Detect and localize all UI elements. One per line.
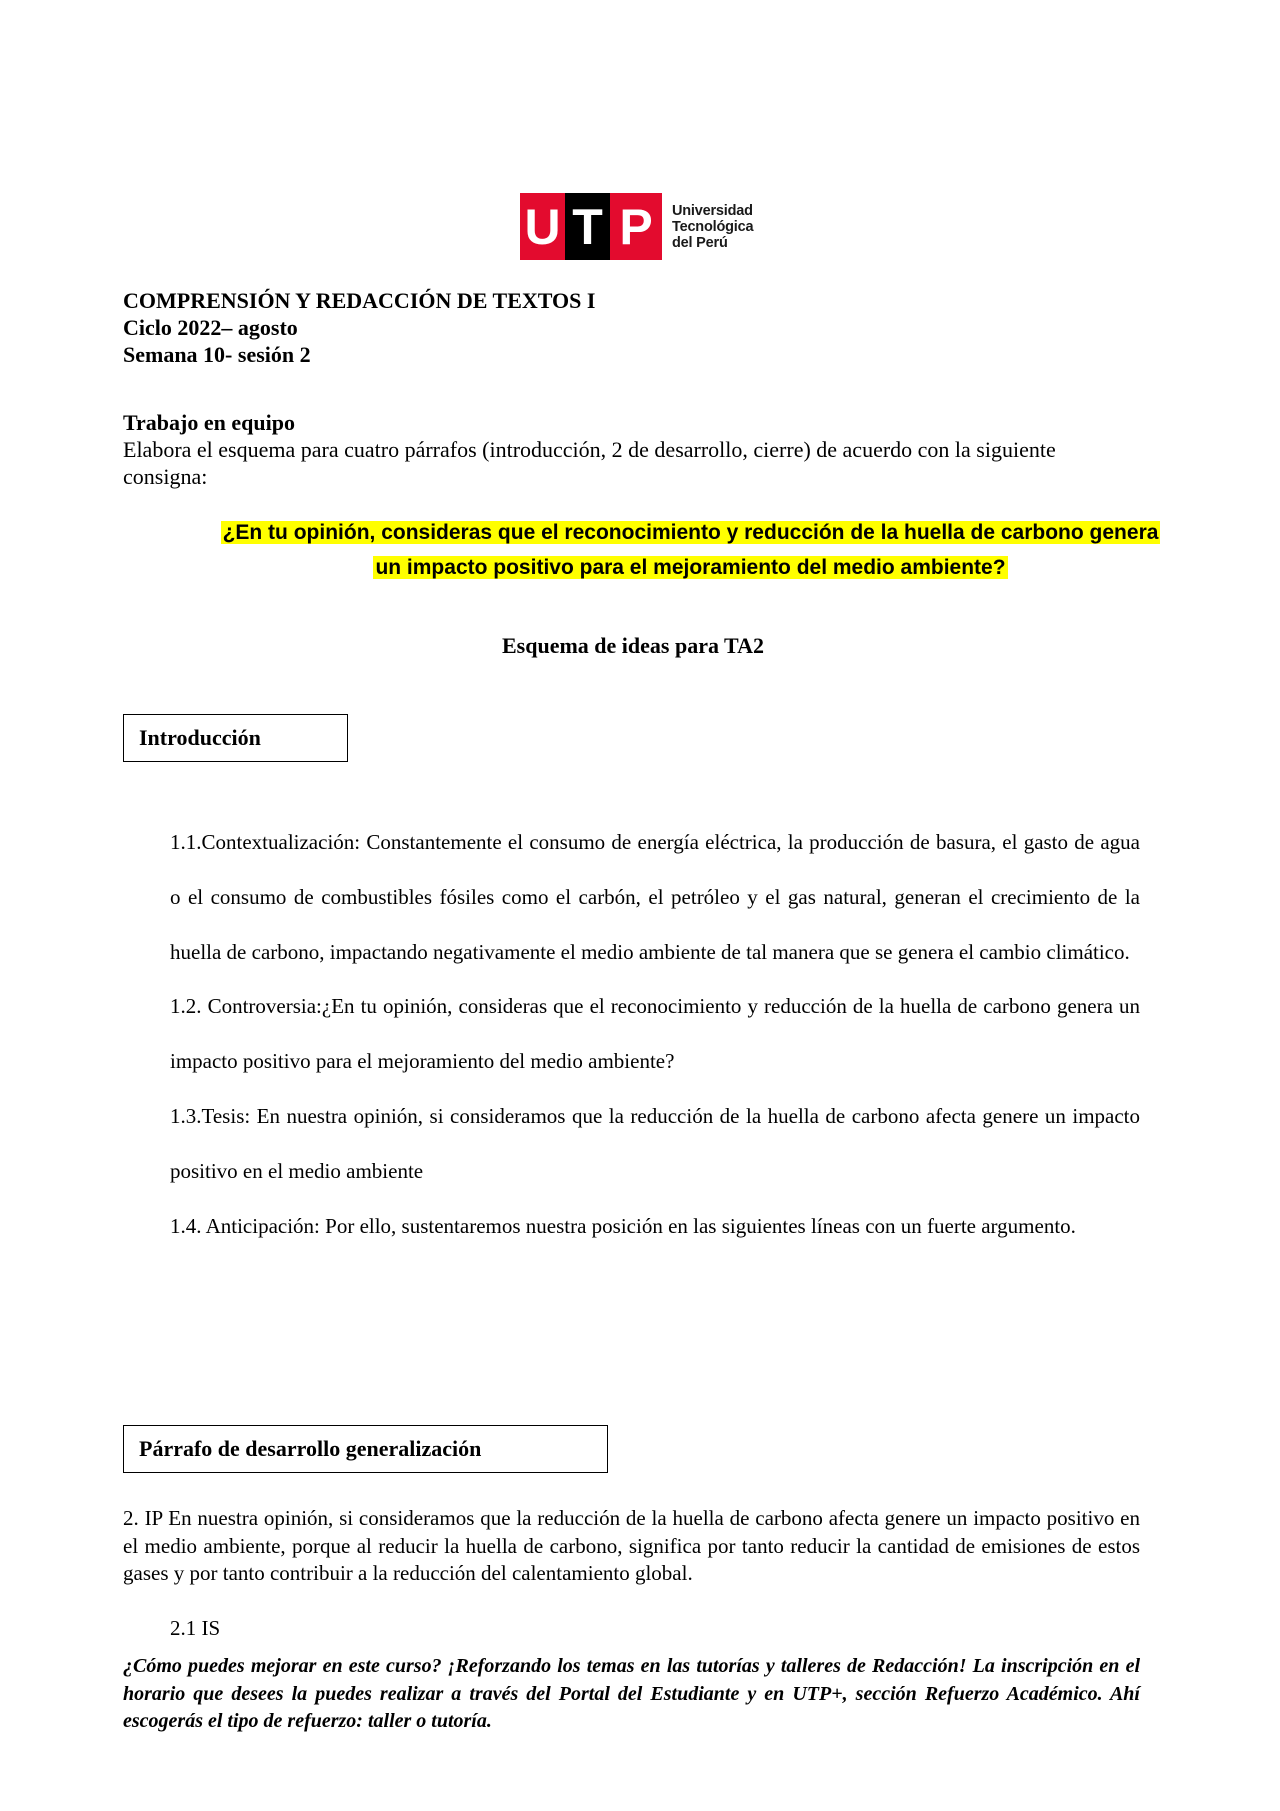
intro-item-anticipation: 1.4. Anticipación: Por ello, sustentaremos nuestra posición en las siguientes líneas con un fuerte argumento. bbox=[170, 1213, 1076, 1238]
intro-item-controversy: 1.2. Controversia:¿En tu opinión, consideras que el reconocimiento y reducción de la huella de carbono genera un impacto positivo para el mejoramiento del medio ambiente? bbox=[170, 994, 1140, 1074]
development-heading: Párrafo de desarrollo generalización bbox=[139, 1436, 482, 1461]
logo-text-line-1: Universidad bbox=[672, 202, 753, 219]
scheme-title: Esquema de ideas para TA2 bbox=[501, 633, 764, 658]
logo-letter-u: U bbox=[520, 193, 565, 260]
logo-text-line-2: Tecnológica bbox=[672, 218, 754, 235]
week-label: Semana 10- sesión 2 bbox=[123, 342, 311, 367]
introduction-heading-box bbox=[123, 714, 348, 762]
intro-item-contextualization: 1.1.Contextualización: Constantemente el consumo de energía eléctrica, la producción de basura, el gasto de agua o el consumo de combustibles fósiles como el carbón, el petróleo y el gas natural, generan el crecimiento de la huella de carbono, impactando negativamente el medio ambiente de tal manera que se genera el cambio climático. bbox=[170, 830, 1140, 964]
footer-note: ¿Cómo puedes mejorar en este curso? ¡Reforzando los temas en las tutorías y talleres de Redacción! La inscripción en el horario que desees la puedes realizar a través del Portal del Estudiante y en UTP+, sección Refuerzo Académico. Ahí escogerás el tipo de refuerzo: taller o tutoría. bbox=[123, 1655, 1140, 1732]
assignment-section bbox=[123, 409, 1133, 490]
logo-letter-t: T bbox=[565, 193, 610, 260]
introduction-heading: Introducción bbox=[139, 725, 261, 750]
document-header bbox=[123, 287, 595, 368]
question-line-2: un impacto positivo para el mejoramiento del medio ambiente? bbox=[375, 556, 1006, 579]
logo-text-line-3: del Perú bbox=[672, 234, 728, 251]
course-title: COMPRENSIÓN Y REDACCIÓN DE TEXTOS I bbox=[123, 288, 596, 313]
question-line-1: ¿En tu opinión, consideras que el reconocimiento y reducción de la huella de carbono genera bbox=[222, 521, 1159, 544]
introduction-body bbox=[170, 815, 1140, 1253]
highlighted-question bbox=[123, 515, 1258, 585]
assignment-title: Trabajo en equipo bbox=[123, 410, 295, 435]
utp-logo bbox=[520, 193, 753, 260]
logo-university-name bbox=[672, 203, 753, 251]
development-heading-box bbox=[123, 1425, 608, 1473]
development-main-idea: 2. IP En nuestra opinión, si consideramos que la reducción de la huella de carbono afecta genere un impacto positivo en el medio ambiente, porque al reducir la huella de carbono, significa por tanto reducir la cantidad de emisiones de estos gases y por tanto contribuir a la reducción del calentamiento global. bbox=[123, 1506, 1140, 1585]
logo-letter-p: P bbox=[610, 193, 662, 260]
assignment-instructions: Elabora el esquema para cuatro párrafos (introducción, 2 de desarrollo, cierre) de acuerdo con la siguiente consigna: bbox=[123, 437, 1056, 489]
intro-item-thesis: 1.3.Tesis: En nuestra opinión, si consideramos que la reducción de la huella de carbono afecta genere un impacto positivo en el medio ambiente bbox=[170, 1103, 1140, 1183]
cycle-label: Ciclo 2022– agosto bbox=[123, 315, 298, 340]
development-sub-item: 2.1 IS bbox=[170, 1616, 221, 1640]
